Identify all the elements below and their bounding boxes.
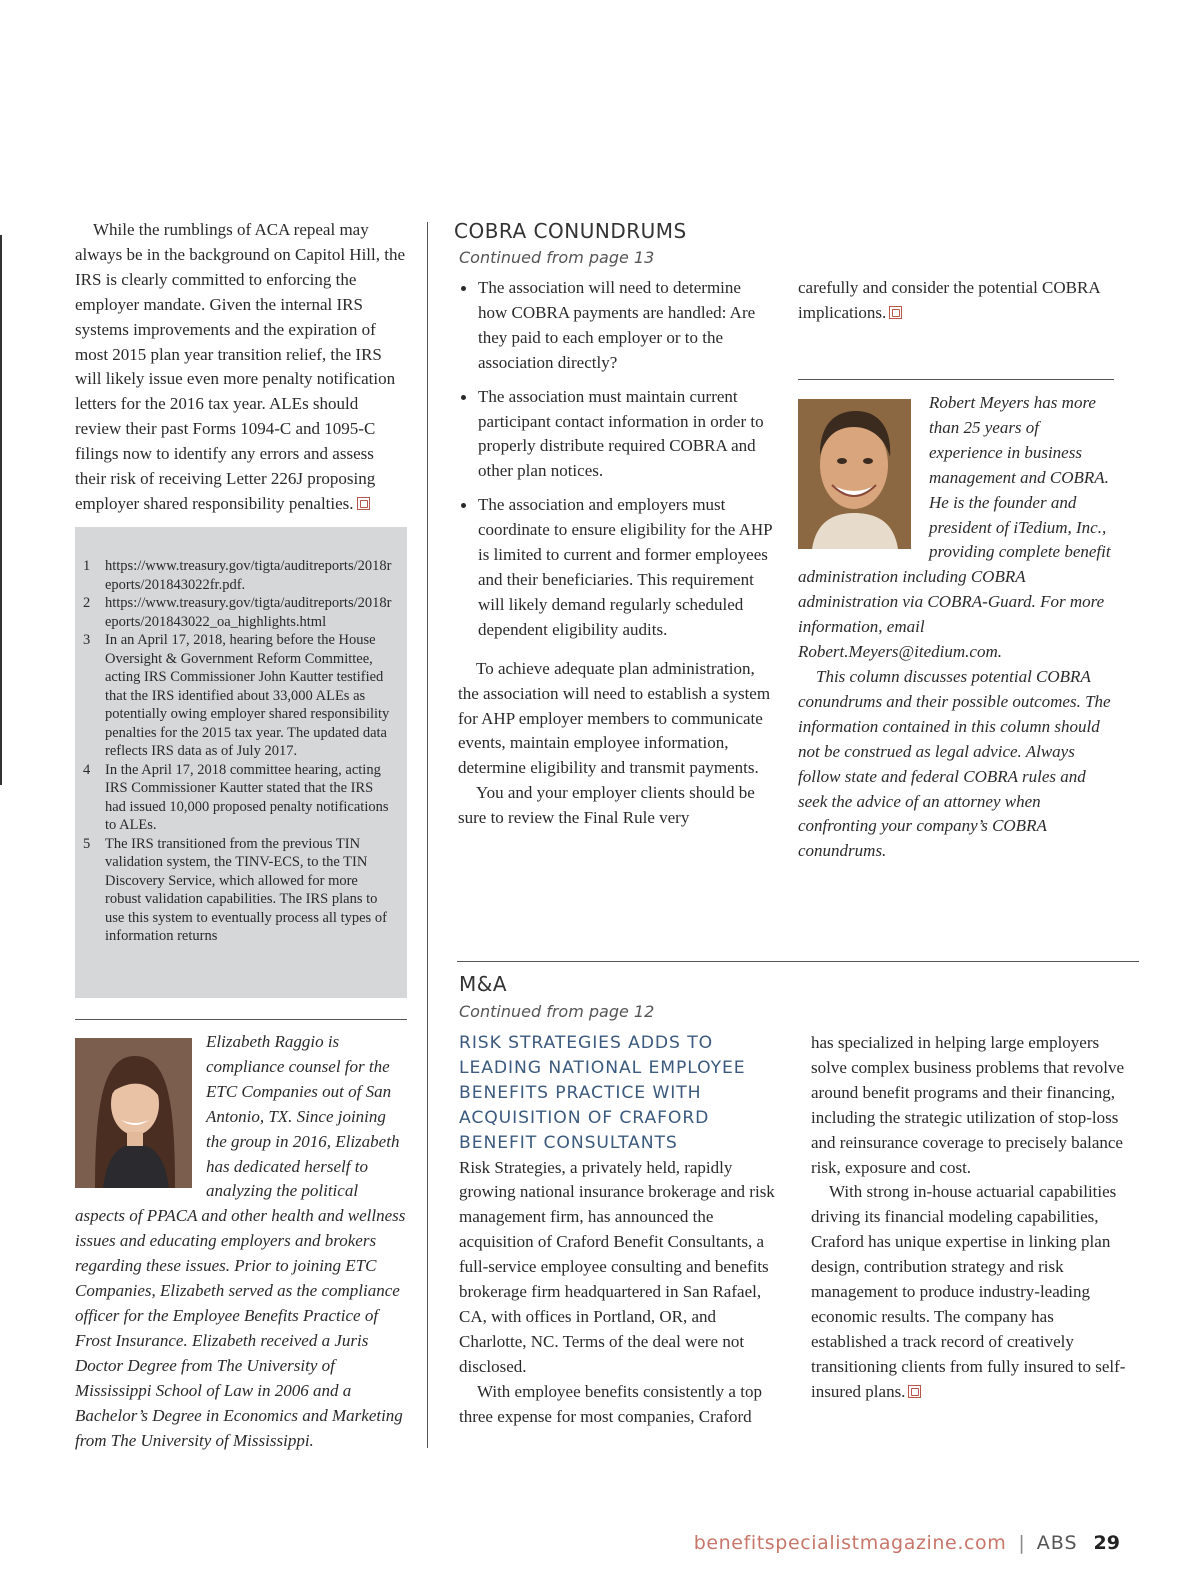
footnote-number: 2 <box>83 595 91 611</box>
cobra-continued-label: Continued from page 13 <box>459 248 655 267</box>
cobra-paragraph: To achieve adequate plan administration, the association will need to establish a system for AHP employer members to communicate events, maintain employee information, determine eligibility and transmit payments. <box>458 658 771 778</box>
page-edge-line <box>0 235 2 785</box>
author-photo-elizabeth <box>75 1038 192 1188</box>
end-of-article-icon <box>889 306 902 319</box>
ma-headline: RISK STRATEGIES ADDS TO LEADING NATIONAL EMPLOYEE BENEFITS PRACTICE WITH ACQUISITION OF CRAFORD BENEFIT CONSULTANTS <box>459 1033 746 1153</box>
ma-paragraph: With employee benefits consistently a top three expense for most companies, Craford <box>459 1381 762 1426</box>
footnote-number: 1 <box>83 558 91 574</box>
cobra-bullet-list <box>458 276 774 643</box>
footnote-item <box>83 557 395 594</box>
end-of-article-icon <box>908 1385 921 1398</box>
author-bio-right <box>798 391 1114 864</box>
footnote-text: In an April 17, 2018, hearing before the House Oversight & Government Reform Committee, acting IRS Commissioner John Kautter testified that the IRS identified about 33,000 ALEs as potentially owing employer shared responsibility penalties for the 2015 tax year. The updated data reflects IRS data as of July 2017. <box>105 632 390 759</box>
footnote-item <box>83 594 395 631</box>
footnote-number: 5 <box>83 835 91 852</box>
page-number: 29 <box>1093 1532 1120 1554</box>
ma-middle-column <box>459 1031 779 1430</box>
ma-section-title: M&A <box>459 972 508 996</box>
footer-site-link[interactable]: benefitspecialistmagazine.com <box>693 1532 1007 1554</box>
cobra-middle-column <box>458 276 774 831</box>
footer-separator: | <box>1018 1532 1025 1554</box>
footnote-text: In the April 17, 2018 committee hearing, acting IRS Commissioner Kautter stated that the IRS had issued 10,000 proposed penalty notifications to ALEs. <box>105 761 389 833</box>
portrait-man-icon <box>798 399 911 549</box>
cobra-paragraph: You and your employer clients should be sure to review the Final Rule very <box>458 783 755 828</box>
portrait-woman-icon <box>75 1038 192 1188</box>
author-photo-robert <box>798 399 911 549</box>
ma-right-paragraph: has specialized in helping large employers solve complex business problems that revolve around benefit programs and their financing, including the strategic utilization of stop-loss and reinsurance coverage to precisely balance risk, exposure and cost. <box>811 1033 1125 1177</box>
ma-right-paragraph: With strong in-house actuarial capabilities driving its financial modeling capabilities, Craford has unique expertise in linking plan design, contribution strategy and risk management to produce industry-leading economic results. The company has established a track record of creatively transitioning clients from fully insured to self-insured plans. <box>811 1182 1126 1401</box>
footer-magazine: ABS <box>1036 1532 1078 1554</box>
footnote-item <box>83 761 395 835</box>
left-paragraph: While the rumblings of ACA repeal may always be in the background on Capitol Hill, the IRS is clearly committed to enforcing the employer mandate. Given the internal IRS systems improvements and the expiration of most 2015 plan year transition relief, the IRS will likely issue even more penalty notification letters for the 2016 tax year. ALEs should review their past Forms 1094-C and 1095-C filings now to identify any errors and assess their risk of receiving Letter 226J proposing employer shared responsibility penalties. <box>75 220 406 513</box>
footnote-item <box>83 835 395 946</box>
ma-right-column <box>811 1031 1133 1405</box>
footnote-text[interactable]: https://www.treasury.gov/tigta/auditreports/2018reports/201843022_oa_highlights.html <box>105 595 392 630</box>
cobra-right-paragraph: carefully and consider the potential COBRA implications. <box>798 278 1100 322</box>
elizabeth-bio-text: Elizabeth Raggio is compliance counsel for the ETC Companies out of San Antonio, TX. Since joining the group in 2016, Elizabeth has dedicated herself to analyzing the political aspects of PPACA and other health and wellness issues and educating employers and brokers regarding these issues. Prior to joining ETC Companies, Elizabeth served as the compliance officer for the Employee Benefits Practice of Frost Insurance. Elizabeth received a Juris Doctor Degree from The University of Mississippi School of Law in 2006 and a Bachelor’s Degree in Economics and Marketing from The University of Mississippi. <box>75 1032 406 1450</box>
left-article-body <box>75 218 407 517</box>
cobra-disclaimer: This column discusses potential COBRA conundrums and their possible outcomes. The information contained in this column should not be construed as legal advice. Always follow state and federal COBRA rules and seek the advice of an attorney when confronting your company’s COBRA conundrums. <box>798 666 1111 861</box>
ma-continued-label: Continued from page 12 <box>459 1002 655 1021</box>
cobra-right-column <box>798 276 1114 326</box>
page-footer <box>694 1532 1120 1554</box>
footnote-number: 3 <box>83 632 91 648</box>
footnote-text: The IRS transitioned from the previous TIN validation system, the TINV-ECS, to the TIN Discovery Service, which allowed for more robust validation capabilities. The IRS plans to use this system to eventually process all types of information returns <box>105 835 387 944</box>
bullet-item: The association will need to determine how COBRA payments are handled: Are they paid to each employer or to the association directly? <box>458 276 774 376</box>
column-divider <box>427 222 428 1448</box>
bio-divider <box>75 1019 407 1020</box>
footnote-number: 4 <box>83 761 91 778</box>
cobra-section-title: COBRA CONUNDRUMS <box>454 219 687 243</box>
bullet-item: The association and employers must coordinate to ensure eligibility for the AHP is limited to current and former employees and their beneficiaries. This requirement will likely demand regularly scheduled dependent eligibility audits. <box>458 493 774 642</box>
footnotes-box <box>75 527 407 998</box>
section-divider <box>457 961 1139 962</box>
robert-bio-text: Robert Meyers has more than 25 years of experience in business management and COBRA. He is the founder and president of iTedium, Inc., providing complete benefit administration including COBRA administration via COBRA-Guard. For more information, email Robert.Meyers@itedium.com. <box>798 393 1111 662</box>
footnote-item <box>83 631 395 761</box>
author-bio-left <box>75 1030 407 1453</box>
bullet-item: The association must maintain current participant contact information in order to properly distribute required COBRA and other plan notices. <box>458 385 774 485</box>
footnote-text[interactable]: https://www.treasury.gov/tigta/auditreports/2018reports/201843022fr.pdf. <box>105 558 392 593</box>
ma-paragraph: Risk Strategies, a privately held, rapidly growing national insurance brokerage and risk management firm, has announced the acquisition of Craford Benefit Consultants, a full-service employee consulting and benefits brokerage firm headquartered in San Rafael, CA, with offices in Portland, OR, and Charlotte, NC. Terms of the deal were not disclosed. <box>459 1157 775 1376</box>
end-of-article-icon <box>357 497 370 510</box>
bio-divider <box>798 379 1114 380</box>
